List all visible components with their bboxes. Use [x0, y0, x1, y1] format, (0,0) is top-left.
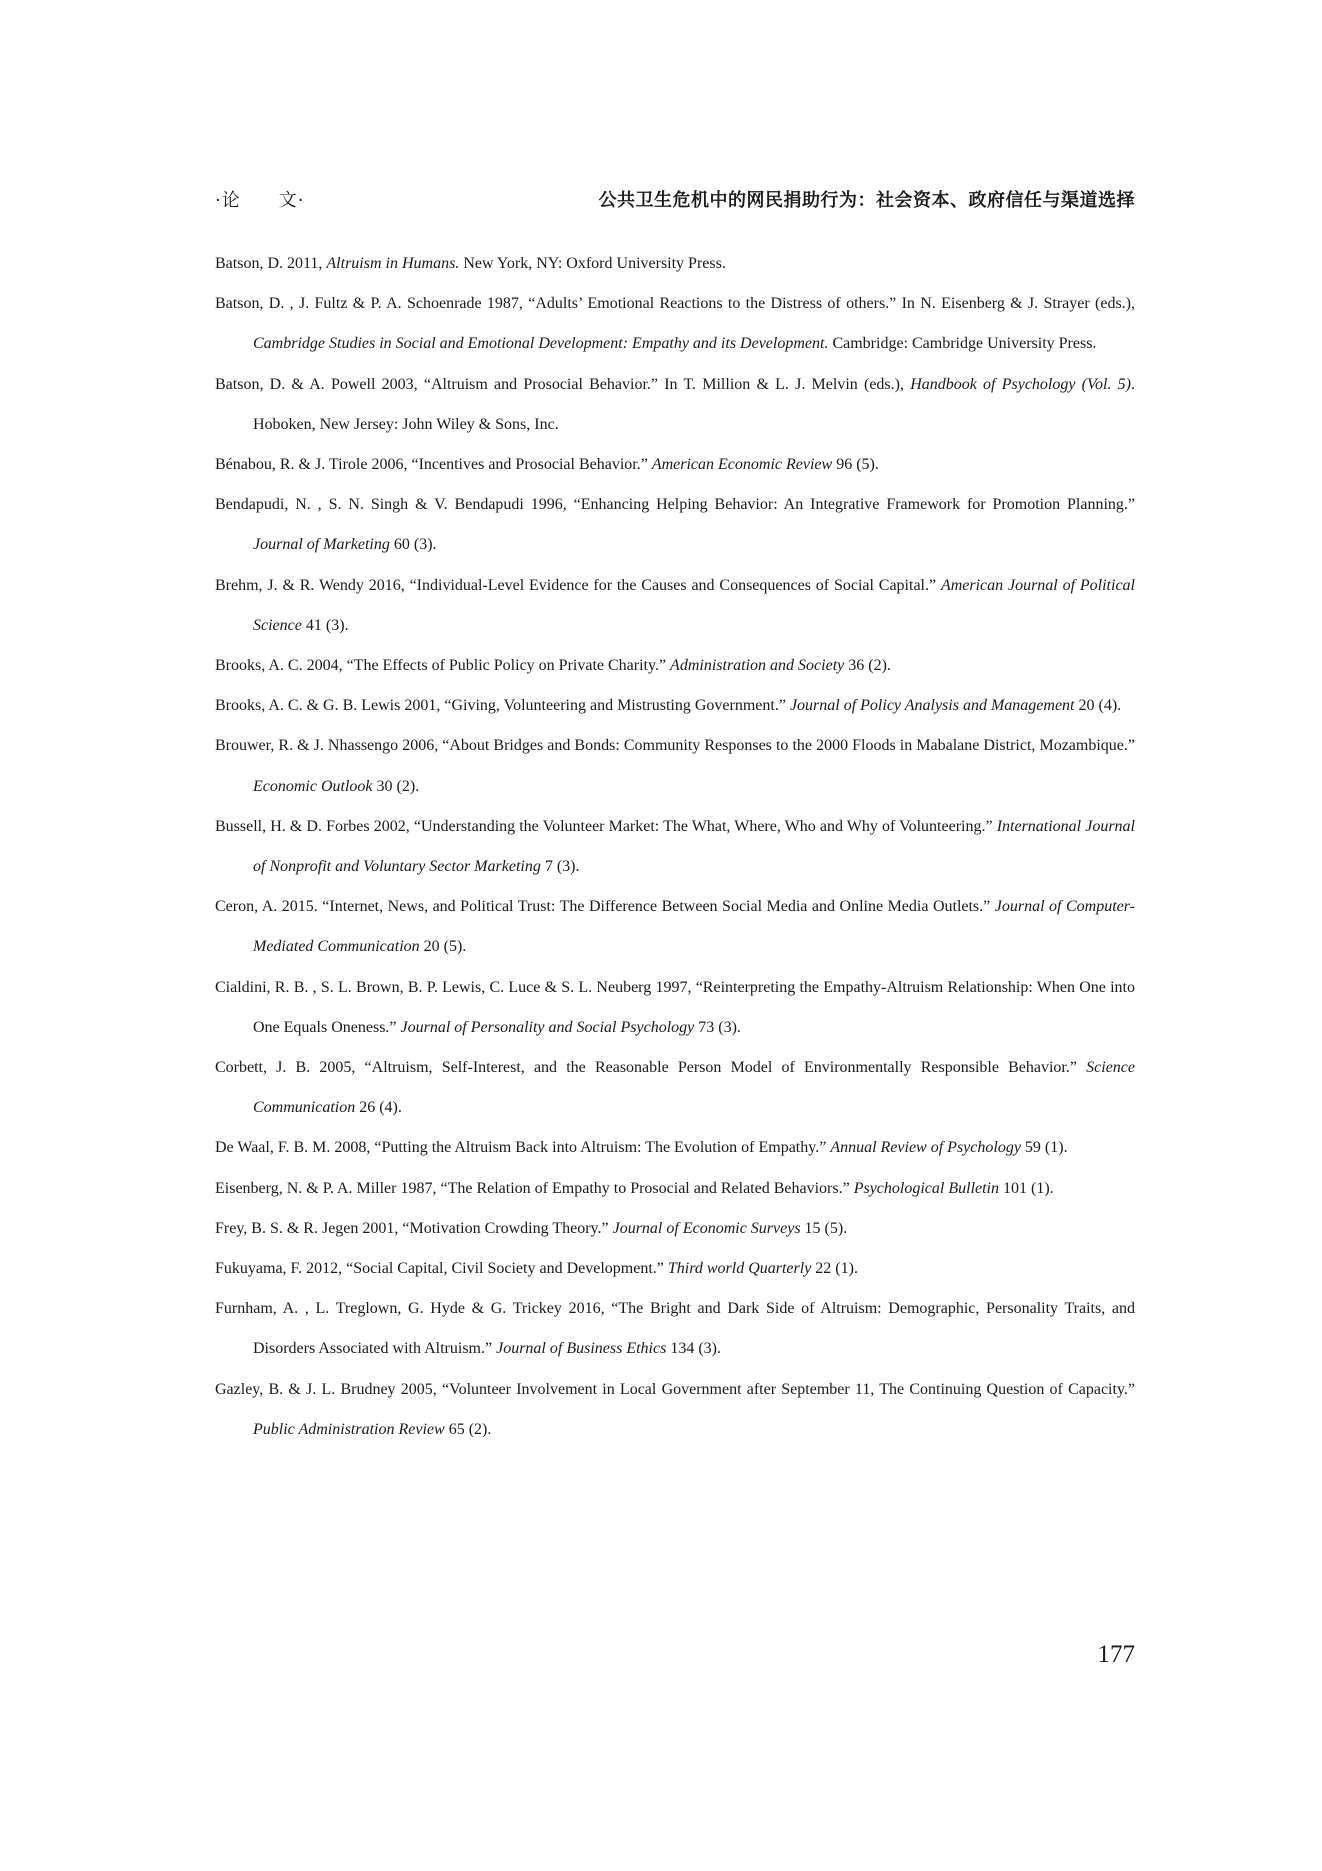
reference-entry [215, 244, 1135, 284]
reference-text: Batson, D. & A. Powell 2003, “Altruism and Prosocial Behavior.” In T. Million & L. J. Melvin (eds.), [215, 375, 911, 393]
reference-volume-issue: 30 (2). [372, 777, 420, 795]
reference-volume-issue: 26 (4). [355, 1099, 402, 1117]
reference-volume-issue: 59 (1). [1020, 1139, 1068, 1157]
reference-entry [215, 445, 1135, 485]
reference-entry [215, 1209, 1135, 1249]
reference-volume-issue: 15 (5). [800, 1219, 848, 1237]
reference-text: Frey, B. S. & R. Jegen 2001, “Motivation Crowding Theory.” [215, 1219, 613, 1237]
reference-source-title: Journal of Marketing [253, 536, 390, 554]
reference-source-title: American Economic Review [651, 456, 833, 474]
reference-text: Bussell, H. & D. Forbes 2002, “Understanding the Volunteer Market: The What, Where, Who and Why of Volunteering.” [215, 817, 997, 835]
reference-volume-issue: 20 (5). [419, 938, 467, 956]
reference-text: Corbett, J. B. 2005, “Altruism, Self-Interest, and the Reasonable Person Model of Environmentally Responsible Behavior.” [215, 1059, 1087, 1077]
reference-source-title: International Journal of Nonprofit and Voluntary Sector Marketing [253, 817, 1135, 876]
reference-source-title: Economic Outlook [253, 777, 373, 795]
reference-source-title: Journal of Business Ethics [496, 1340, 667, 1358]
reference-text: Batson, D. 2011, [215, 255, 327, 272]
reference-source-title: Administration and Society [670, 657, 845, 675]
reference-volume-issue: 96 (5). [832, 456, 879, 474]
reference-entry [215, 284, 1135, 364]
reference-volume-issue: 22 (1). [811, 1260, 858, 1278]
reference-text: Gazley, B. & J. L. Brudney 2005, “Volunteer Involvement in Local Government after September 11, The Continuing Question of Capacity.” [215, 1380, 1135, 1398]
reference-entry [215, 1169, 1135, 1209]
section-label-part-2: 文· [278, 190, 305, 211]
reference-volume-issue: New York, NY: Oxford University Press. [459, 255, 726, 272]
reference-text: Fukuyama, F. 2012, “Social Capital, Civil Society and Development.” [215, 1260, 668, 1278]
reference-entry [215, 887, 1135, 967]
reference-source-title: Psychological Bulletin [853, 1179, 999, 1197]
reference-volume-issue: 36 (2). [844, 657, 891, 675]
reference-volume-issue: 20 (4). [1074, 697, 1122, 715]
section-label [215, 186, 304, 212]
reference-text: Batson, D. , J. Fultz & P. A. Schoenrade 1987, “Adults’ Emotional Reactions to the Distress of others.” In N. Eisenberg & J. Strayer (eds.), [215, 295, 1135, 313]
reference-text: Brooks, A. C. 2004, “The Effects of Public Policy on Private Charity.” [215, 657, 671, 675]
reference-source-title: Science Communication [253, 1059, 1135, 1117]
reference-text: Bendapudi, N. , S. N. Singh & V. Bendapudi 1996, “Enhancing Helping Behavior: An Integrative Framework for Promotion Planning.” [215, 496, 1135, 514]
reference-source-title: Public Administration Review [253, 1420, 445, 1438]
reference-text: Ceron, A. 2015. “Internet, News, and Political Trust: The Difference Between Social Media and Online Media Outlets.” [215, 898, 995, 916]
reference-entry [215, 1128, 1135, 1168]
reference-volume-issue: 7 (3). [540, 858, 580, 876]
reference-entry [215, 968, 1135, 1048]
page-number: 177 [1097, 1641, 1135, 1668]
reference-text: Brooks, A. C. & G. B. Lewis 2001, “Giving, Volunteering and Mistrusting Government.” [215, 697, 790, 715]
reference-entry [215, 1289, 1135, 1369]
reference-entry [215, 807, 1135, 887]
reference-source-title: Cambridge Studies in Social and Emotional Development: Empathy and its Development. [253, 335, 829, 353]
reference-volume-issue: 101 (1). [999, 1179, 1054, 1197]
reference-volume-issue: 65 (2). [444, 1420, 492, 1438]
reference-volume-issue: 60 (3). [389, 536, 437, 554]
reference-entry [215, 1048, 1135, 1128]
reference-entry [215, 686, 1135, 726]
reference-source-title: Journal of Personality and Social Psychology [400, 1018, 695, 1036]
reference-entry [215, 566, 1135, 646]
reference-source-title: Annual Review of Psychology [830, 1139, 1021, 1157]
reference-source-title: Handbook of Psychology (Vol. 5) [910, 375, 1131, 393]
reference-source-title: Third world Quarterly [667, 1260, 812, 1278]
reference-volume-issue: Cambridge: Cambridge University Press. [828, 335, 1097, 353]
reference-entry [215, 365, 1135, 445]
reference-text: Furnham, A. , L. Treglown, G. Hyde & G. Trickey 2016, “The Bright and Dark Side of Altruism: Demographic, Personality Traits, and Disorders Associated with Altruism.” [215, 1300, 1135, 1358]
reference-list [215, 244, 1135, 1450]
reference-text: Brouwer, R. & J. Nhassengo 2006, “About Bridges and Bonds: Community Responses to the 2000 Floods in Mabalane District, Mozambique.” [215, 737, 1135, 755]
reference-source-title: Journal of Economic Surveys [612, 1219, 801, 1237]
reference-volume-issue: . Hoboken, New Jersey: John Wiley & Sons, Inc. [253, 375, 1135, 433]
article-title: 公共卫生危机中的网民捐助行为：社会资本、政府信任与渠道选择 [598, 190, 1135, 211]
reference-source-title: Journal of Computer-Mediated Communication [253, 898, 1135, 956]
section-label-part-1: ·论 [215, 190, 241, 211]
reference-text: Cialdini, R. B. , S. L. Brown, B. P. Lewis, C. Luce & S. L. Neuberg 1997, “Reinterpreting the Empathy-Altruism Relationship: When One into One Equals Oneness.” [215, 978, 1135, 1036]
reference-text: Eisenberg, N. & P. A. Miller 1987, “The Relation of Empathy to Prosocial and Related Behaviors.” [215, 1179, 854, 1197]
reference-volume-issue: 134 (3). [666, 1340, 721, 1358]
reference-text: Bénabou, R. & J. Tirole 2006, “Incentives and Prosocial Behavior.” [215, 456, 652, 474]
reference-source-title: American Journal of Political Science [253, 576, 1135, 634]
reference-text: Brehm, J. & R. Wendy 2016, “Individual-Level Evidence for the Causes and Consequences of Social Capital.” [215, 576, 941, 594]
reference-entry [215, 646, 1135, 686]
reference-source-title: Journal of Policy Analysis and Management [789, 697, 1075, 715]
reference-entry [215, 726, 1135, 806]
reference-volume-issue: 41 (3). [301, 616, 349, 634]
reference-text: De Waal, F. B. M. 2008, “Putting the Altruism Back into Altruism: The Evolution of Empathy.” [215, 1139, 831, 1157]
reference-entry [215, 1370, 1135, 1450]
reference-entry [215, 485, 1135, 565]
reference-source-title: Altruism in Humans. [326, 255, 460, 272]
reference-entry [215, 1249, 1135, 1289]
reference-volume-issue: 73 (3). [694, 1018, 741, 1036]
running-header [215, 186, 1135, 218]
